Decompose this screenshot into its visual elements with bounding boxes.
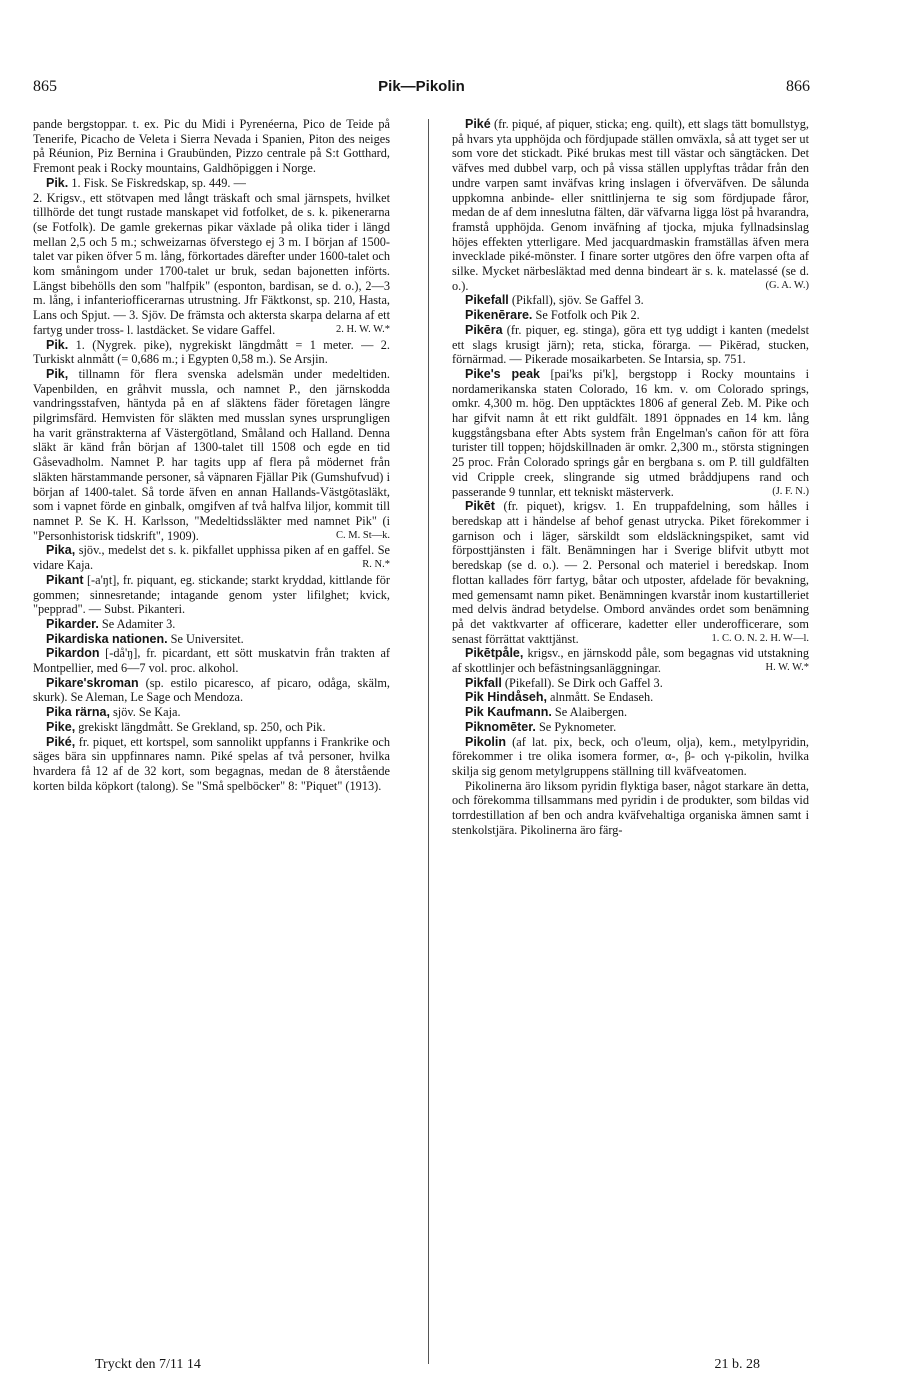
entry-headword: Piknomēter. (465, 719, 536, 734)
left-page-number: 865 (33, 78, 57, 95)
entry-headword: Pik Hindåseh, (465, 690, 547, 705)
dictionary-entry (452, 323, 809, 367)
entry-headword: Pikēt (465, 499, 495, 514)
entry-text: pande bergstoppar. t. ex. Pic du Midi i Pyrenéerna, Pico de Teide på Tenerife, Picacho de Veleta i Sierra Nevada i Spanien, Piton des neiges på Réunion, Piz Bernina i Graubünden, Pizzo centrale på S:t Gotthard, Fremont peak i Rocky mountains, Galdhöpiggen i Norge. (33, 117, 390, 176)
text-paragraph (33, 117, 390, 176)
dictionary-entry (33, 367, 390, 543)
entry-headword: Pika, (46, 543, 76, 558)
entry-text: 2. Krigsv., ett stötvapen med långt träskaft och smal järnspets, hvilket tillhörde det tungt rustade manskapet vid fotfolket, de s. k. pikenerarna (se Fotfolk). De gamle grekernas pikar växlade på olika tider i längd mellan 2,5 och 5 m.; schweizarnas öfverstego ej 3 m. I början af 1500-talet var piken öfver 5 m. lång, förkortades därefter under 1600-talet och kom småningom under 1700-talet ur bruk, sedan bajonetten införts. Längst bibehölls den som "halfpik" (esponton, bardisan, se d. o.), 2—3 m. lång, i infanteriofficerarnas utrustning. Jfr Fäktkonst, sp. 210, Hasta, Lans och Spjut. — 3. Sjöv. De främsta och aktersta skarpa delarna af ett fartyg under tross- l. lastdäcket. Se vidare Gaffel. (33, 190, 390, 337)
left-column (33, 117, 390, 793)
entry-text: grekiskt längdmått. Se Grekland, sp. 250, och Pik. (75, 719, 326, 734)
entry-headword: Pike, (46, 719, 76, 734)
right-column (452, 117, 809, 837)
print-date: Tryckt den 7/11 14 (95, 1357, 201, 1372)
entry-headword: Pik Kaufmann. (465, 705, 552, 720)
entry-text: 1. (Nygrek. pike), nygrekiskt längdmått = 1 meter. — 2. Turkiskt alnmått (= 0,686 m.; i Egypten 0,58 m.). Se Arsjin. (33, 337, 390, 367)
entry-text: Se Adamiter 3. (98, 616, 176, 631)
entry-text: [pai'ks pi'k], bergstopp i Rocky mountains i nordamerikanska staten Colorado, 16 km. v. om Colorado springs, omkr. 4,300 m. hög. Den upptäcktes 1806 af general Zeb. M. Pike och har gifvit namn åt ett rikt guldfält. 1891 öppnades en 14 km. lång kuggstångsbana efter Abts system från Engelman's cañon för att föra turister till toppen; höjdskillnaden är omkr. 2,300 m., största stigningen 25 proc. Från Colorado springs går en bergbana s. om P. till guldfälten vid Cripple creek, slingrande sig utmed bråddjupens rand och passerande 9 tunnlar, ett tekniskt mästerverk. (452, 366, 809, 499)
dictionary-entry (452, 308, 809, 323)
entry-text: (fr. piqué, af piquer, sticka; eng. quilt), ett slags tätt bomullstyg, på hvars yta upphöjda och fördjupade ställen omväxla, så att tyget ser ut som vore det stickadt. Piké brukas mest till västar och sängtäcken. Det väfves med dubbel varp, och på vissa ställen upplyftas trådar från den undre varpen samt inväfvas kring inslagen i öfverväfven. De sålunda uppkomna anbinde- eller snittlinjerna te sig som fördjupade fåror, medan de af dem inneslutna fälten, där väfvarna ligga löst på hvarandra, framstå upphöjda. Genom inväfning af tjocka, mjuka fyllnadsinslag höjes effekten ytterligare. Med jacquardmaskin framställas äfven mera invecklade piké-mönster. I finare sorter utgöres den öfre varpen ofta af silke. Mycket närbesläktad med denna bindeart är s. k. matelassé (se d. o.). (452, 117, 809, 293)
entry-text: [-a'ŋt], fr. piquant, eg. stickande; starkt kryddad, kittlande för gommen; sinnesretande; intagande genom yster lifilghet; kvick, "pepprad". — Subst. Pikanteri. (33, 572, 390, 617)
right-page-number: 866 (786, 78, 810, 95)
dictionary-entry (452, 690, 809, 705)
entry-text: Se Pyknometer. (535, 719, 617, 734)
author-signature: (G. A. W.) (765, 279, 809, 291)
dictionary-entry (33, 573, 390, 617)
entry-text: (Pikefall). Se Dirk och Gaffel 3. (501, 675, 663, 690)
author-signature: (J. F. N.) (772, 485, 809, 497)
dictionary-entry (452, 735, 809, 779)
entry-text: (sp. estilo picaresco, af picaro, odåga, skälm, skurk). Se Aleman, Le Sage och Mendoza. (33, 675, 390, 705)
column-divider (428, 119, 429, 1364)
entry-headword: Pikfall (465, 675, 502, 690)
entry-text: fr. piquet, ett kortspel, som sannolikt uppfanns i Frankrike och säges bära sin uppfinnares namn. Piké spelas af två personer, hvilka hvardera få 12 af de 32 kort, som begagnas, medan de 8 återstående korten bilda köpkort (talong). Se "Små spelböcker" 8: "Piquet" (1913). (33, 734, 390, 793)
dictionary-entry (33, 705, 390, 720)
dictionary-entry (33, 632, 390, 647)
entry-text: Se Alaibergen. (551, 705, 628, 720)
entry-text: Se Fotfolk och Pik 2. (532, 308, 640, 323)
page-header (33, 78, 810, 102)
entry-text: sjöv. Se Kaja. (109, 705, 181, 720)
entry-text: (af lat. pix, beck, och o'leum, olja), kem., metylpyridin, förekommer i tre olika isomera former, α-, β- och γ-pikolin, hvilka skilja sig genom metylgruppens ställning till kväfveatomen. (452, 734, 809, 778)
dictionary-entry (452, 720, 809, 735)
dictionary-entry (452, 646, 809, 675)
entry-headword: Pikēra (465, 322, 503, 337)
text-paragraph (452, 779, 809, 838)
entry-headword: Pikare'skroman (46, 675, 139, 690)
entry-headword: Pikenērare. (465, 308, 533, 323)
dictionary-entry (33, 338, 390, 367)
dictionary-entry (33, 720, 390, 735)
entry-headword: Pik. (46, 175, 69, 190)
author-signature: 2. H. W. W.* (336, 323, 390, 335)
entry-text: alnmått. Se Endaseh. (546, 690, 654, 705)
dictionary-entry (33, 735, 390, 794)
dictionary-entry (452, 676, 809, 691)
entry-text: Se Universitet. (167, 631, 244, 646)
dictionary-entry (452, 705, 809, 720)
dictionary-entry (33, 646, 390, 675)
text-paragraph (33, 191, 390, 338)
author-signature: H. W. W.* (765, 662, 809, 674)
dictionary-entry (33, 543, 390, 572)
entry-text: Pikolinerna äro liksom pyridin flyktiga baser, något starkare än detta, och förekomma tillsammans med pyridin i de produkter, som bildas vid torrdestillation af ben och andra kväfvehaltiga organiska ämnen samt i stenkolstjära. Pikolinerna äro färg- (452, 778, 809, 837)
entry-text: (fr. piquer, eg. stinga), göra ett tyg uddigt i kanten (medelst ett slags krusigt järn); reta, sticka, förarga. — Pikērad, stucken, förnärmad. — Pikerade mosaikarbeten. Se Intarsia, sp. 751. (452, 322, 809, 367)
entry-text: 1. Fisk. Se Fiskredskap, sp. 449. — (68, 175, 246, 190)
dictionary-entry (452, 293, 809, 308)
entry-headword: Pikarder. (46, 616, 99, 631)
running-title: Pik—Pikolin (378, 78, 465, 95)
entry-headword: Pikētpåle, (465, 646, 524, 661)
dictionary-entry (452, 367, 809, 499)
entry-text: krigsv., en järnskodd påle, som begagnas vid utstakning af skottlinjer och befästningsanläggningar. (452, 646, 809, 676)
entry-headword: Piké, (46, 734, 76, 749)
entry-text: (fr. piquet), krigsv. 1. En truppafdelning, som hålles i beredskap att i händelse af behof genast utrycka. Piket förekommer i garnison och i läger, särskildt som eldsläckningspiket, samt vid förposttjänsten i fält. Benämningen har i Sverige blifvit utbytt mot beredskap (se d. o.). — 2. Personal och materiel i beredskap. Inom flottan kallades förr fartyg, båtar och utposter, afdelade för bevakning, med gemensamt namn piket. Benämningen kvarstår inom kustartilleriet med delvis ändrad betydelse. Ombord användes ordet som benämning på det vaktkvarter af officerare, kadetter eller underofficerare, som senast förrättat vakttjänst. (452, 499, 809, 646)
author-signature: C. M. St—k. (336, 529, 390, 541)
entry-text: tillnamn för flera svenska adelsmän under medeltiden. Vapenbilden, en gråhvit mussla, och namnet P., den järnskodda vandringsstafven, häntyda på en af släktens fäder företagen längre pilgrimsfärd. Hemvisten för släkten med musslan synes ursprungligen ha varit gränstrakterna af Västergötland, Småland och Halland. Denna släkt är känd från början af 1300-talet till 1508 och egde en tid Gåsevadholm. Namnet P. har tagits upp af flera på mödernet från släkten härstammande personer, så väpnaren Fjällar Pik (Gumshufvud) i början af 1400-talet. Så torde äfven en annan Hallands-Västgötasläkt, som i vapnet förde en ginbalk, omgifven af två halfva liljor, kommit till namnet P. Se K. H. Karlsson, "Medeltidssläkter med namnet Pik" (i "Personhistorisk tidskrift", 1909). (33, 366, 390, 543)
entry-headword: Pikardon (46, 646, 100, 661)
dictionary-entry (452, 499, 809, 646)
entry-text: [-då'ŋ], fr. picardant, ett sött muskatvin från trakten af Montpellier, med 6—7 vol. proc. alkohol. (33, 646, 390, 676)
entry-headword: Pika rärna, (46, 705, 110, 720)
entry-headword: Pike's peak (465, 366, 540, 381)
dictionary-entry (33, 176, 390, 191)
dictionary-entry (33, 617, 390, 632)
entry-text: (Pikfall), sjöv. Se Gaffel 3. (508, 293, 644, 308)
entry-headword: Pikardiska nationen. (46, 631, 168, 646)
signature-mark: 21 b. 28 (714, 1357, 760, 1372)
entry-headword: Pikolin (465, 734, 506, 749)
entry-headword: Pik. (46, 337, 69, 352)
dictionary-entry (452, 117, 809, 293)
dictionary-entry (33, 676, 390, 705)
entry-text: sjöv., medelst det s. k. pikfallet upphissa piken af en gaffel. Se vidare Kaja. (33, 543, 390, 573)
author-signature: 1. C. O. N. 2. H. W—l. (711, 632, 809, 644)
entry-headword: Piké (465, 117, 491, 131)
entry-headword: Pik, (46, 366, 69, 381)
author-signature: R. N.* (362, 559, 390, 571)
entry-headword: Pikefall (465, 293, 509, 308)
entry-headword: Pikant (46, 572, 84, 587)
